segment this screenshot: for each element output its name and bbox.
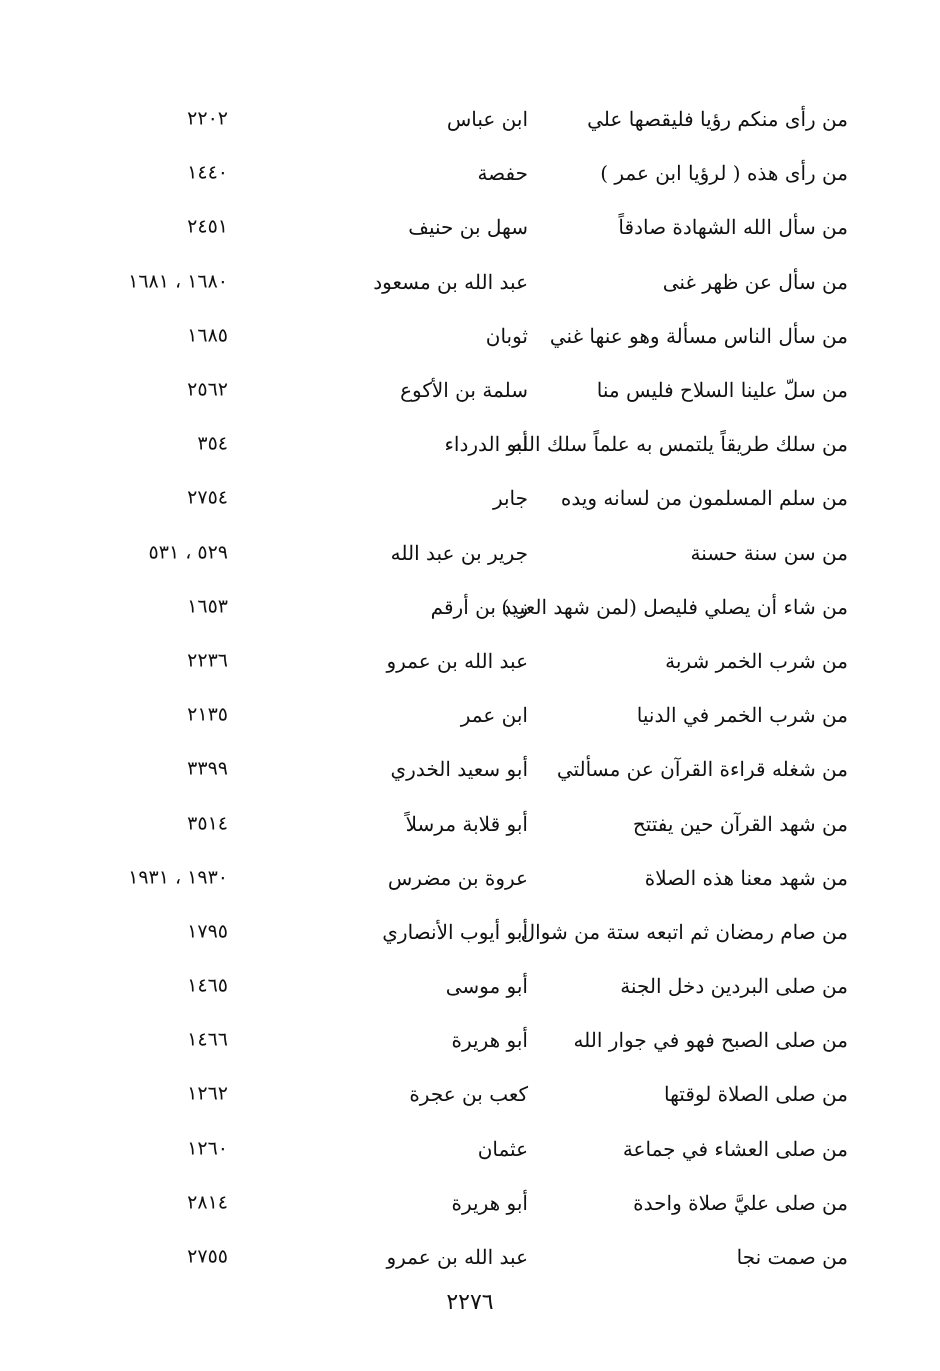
table-row (0, 471, 940, 525)
narrator-name: أبو سعيد الخدري (390, 757, 528, 782)
table-row (0, 417, 940, 471)
narrator-name: أبو أيوب الأنصاري (382, 919, 528, 944)
hadith-number: ١٤٦٦ (187, 1028, 228, 1051)
hadith-text: من صلى الصبح فهو في جوار الله (573, 1028, 848, 1053)
hadith-text: من صلى العشاء في جماعة (622, 1136, 848, 1161)
table-row (0, 1013, 940, 1067)
hadith-number: ١٩٣٠ ، ١٩٣١ (128, 866, 228, 889)
hadith-text: من صلى الصلاة لوقتها (663, 1082, 848, 1107)
table-row (0, 1067, 940, 1121)
hadith-number: ٢١٣٥ (187, 703, 228, 726)
table-row (0, 742, 940, 796)
hadith-number: ٢٤٥١ (187, 215, 228, 238)
hadith-text: من رأى هذه ( لرؤيا ابن عمر ) (600, 161, 848, 186)
table-row (0, 309, 940, 363)
hadith-text: من شاء أن يصلي فليصل (لمن شهد العيد) (501, 594, 848, 619)
hadith-number: ١٦٥٣ (187, 595, 228, 618)
narrator-name: ثوبان (485, 323, 528, 348)
narrator-name: ابن عمر (460, 703, 528, 728)
hadith-number: ١٤٦٥ (187, 974, 228, 997)
table-row (0, 1122, 940, 1176)
narrator-name: سهل بن حنيف (408, 215, 528, 240)
hadith-text: من شرب الخمر شربة (665, 648, 848, 673)
hadith-text: من صمت نجا (736, 1245, 848, 1270)
hadith-text: من سن سنة حسنة (690, 540, 848, 565)
hadith-number: ١٢٦٢ (187, 1082, 228, 1105)
hadith-text: من سلم المسلمون من لسانه ويده (560, 486, 848, 511)
narrator-name: حفصة (477, 161, 528, 186)
hadith-number: ١٧٩٥ (187, 920, 228, 943)
narrator-name: أبو هريرة (451, 1190, 528, 1215)
hadith-text: من شرب الخمر في الدنيا (636, 703, 848, 728)
narrator-name: زيد بن أرقم (430, 594, 528, 619)
hadith-number: ٣٥٤ (197, 432, 228, 455)
hadith-number: ٣٥١٤ (187, 812, 228, 835)
narrator-name: أبو موسى (445, 974, 528, 999)
hadith-number: ٢٧٥٤ (187, 486, 228, 509)
hadith-number: ١٦٨٥ (187, 324, 228, 347)
hadith-text: من صلى البردين دخل الجنة (620, 974, 848, 999)
table-row (0, 146, 940, 200)
hadith-number: ٢٧٥٥ (187, 1245, 228, 1268)
narrator-name: أبو قلابة مرسلاً (405, 811, 528, 836)
table-row (0, 796, 940, 850)
table-row (0, 526, 940, 580)
hadith-text: من شهد القرآن حين يفتتح (632, 811, 848, 836)
table-row (0, 255, 940, 309)
table-row (0, 959, 940, 1013)
hadith-text: من سأل الله الشهادة صادقاً (618, 215, 848, 240)
table-row (0, 363, 940, 417)
table-row (0, 851, 940, 905)
table-row (0, 1230, 940, 1284)
table-row (0, 905, 940, 959)
hadith-number: ١٢٦٠ (187, 1137, 228, 1160)
table-row (0, 92, 940, 146)
hadith-number: ٢٢٣٦ (187, 649, 228, 672)
table-row (0, 688, 940, 742)
narrator-name: أبو هريرة (451, 1028, 528, 1053)
narrator-name: عبد الله بن مسعود (373, 269, 528, 294)
narrator-name: عروة بن مضرس (387, 865, 528, 890)
table-row (0, 1176, 940, 1230)
table-row (0, 200, 940, 254)
hadith-text: من سلك طريقاً يلتمس به علماً سلك الله (511, 432, 848, 457)
hadith-number: ٢٢٠٢ (187, 107, 228, 130)
hadith-number: ٢٥٦٢ (187, 378, 228, 401)
narrator-name: جابر (492, 486, 528, 511)
hadith-number: ٢٨١٤ (187, 1191, 228, 1214)
hadith-text: من رأى منكم رؤيا فليقصها علي (587, 107, 848, 132)
hadith-text: من شهد معنا هذه الصلاة (644, 865, 848, 890)
hadith-text: من سلّ علينا السلاح فليس منا (596, 378, 848, 403)
narrator-name: أبو الدرداء (444, 432, 528, 457)
page-number: ٢٢٧٦ (446, 1290, 494, 1315)
hadith-text: من سأل الناس مسألة وهو عنها غني (549, 323, 848, 348)
narrator-name: جرير بن عبد الله (390, 540, 528, 565)
hadith-number: ١٦٨٠ ، ١٦٨١ (128, 270, 228, 293)
table-row (0, 634, 940, 688)
hadith-number: ٥٢٩ ، ٥٣١ (148, 541, 228, 564)
hadith-text: من صام رمضان ثم اتبعه ستة من شوال (520, 919, 848, 944)
narrator-name: عبد الله بن عمرو (386, 648, 528, 673)
hadith-number: ١٤٤٠ (187, 161, 228, 184)
hadith-number: ٣٣٩٩ (187, 757, 228, 780)
narrator-name: كعب بن عجرة (409, 1082, 528, 1107)
narrator-name: ابن عباس (446, 107, 528, 132)
hadith-index-table (0, 92, 940, 1284)
table-row (0, 580, 940, 634)
narrator-name: عثمان (477, 1136, 528, 1161)
hadith-text: من شغله قراءة القرآن عن مسألتي (556, 757, 848, 782)
hadith-text: من سأل عن ظهر غنى (662, 269, 848, 294)
hadith-text: من صلى عليَّ صلاة واحدة (633, 1190, 848, 1215)
narrator-name: سلمة بن الأكوع (400, 378, 528, 403)
narrator-name: عبد الله بن عمرو (386, 1245, 528, 1270)
